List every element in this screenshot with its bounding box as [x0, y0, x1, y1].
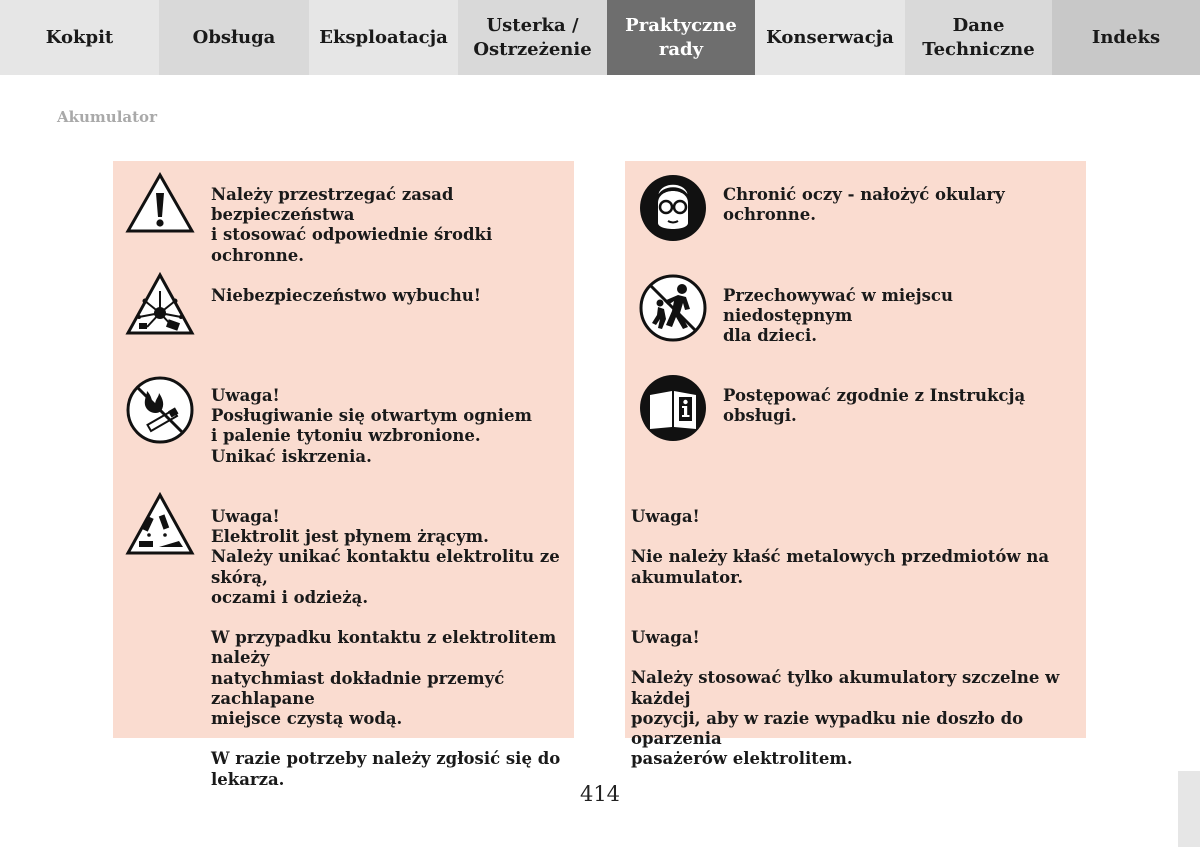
read-manual-icon [638, 373, 708, 443]
explosion-icon [125, 271, 195, 341]
left-safety-panel [113, 161, 574, 789]
tab-praktyczne-rady[interactable]: Praktyczne rady [607, 0, 755, 75]
keep-away-children-icon [638, 273, 708, 343]
fire-warning-text: Uwaga! Posługiwanie się otwartym ogniem i palenie tytoniu wzbronione. Unikać iskrzenia. [211, 386, 533, 466]
manual-text: Postępować zgodnie z Instrukcją obsługi. [723, 386, 1026, 426]
warning-triangle-icon [125, 171, 195, 241]
no-fire-no-smoking-icon [125, 375, 195, 445]
warning-text: Należy przestrzegać zasad bezpieczeństwa i stosować odpowiednie środki ochronne. [211, 185, 493, 265]
sealed-battery-note: Uwaga! Należy stosować tylko akumulatory szczelne w każdej pozycji, aby w razie wypadku nie doszło do oparzenia pasażerów elektrolitem. [631, 628, 1060, 769]
metal-objects-note: Uwaga! Nie należy kłaść metalowych przedmiotów na akumulator. [631, 507, 1050, 587]
tab-eksploatacja[interactable]: Eksploatacja [309, 0, 458, 75]
tab-kokpit[interactable]: Kokpit [0, 0, 159, 75]
tab-dane-techniczne[interactable]: Dane Techniczne [905, 0, 1052, 75]
tab-usterka-ostrzezenie[interactable]: Usterka / Ostrzeżenie [458, 0, 607, 75]
right-safety-panel [625, 161, 1086, 769]
page-number: 414 [579, 782, 621, 806]
children-text: Przechowywać w miejscu niedostępnym dla dzieci. [723, 286, 953, 346]
eye-protection-icon [638, 173, 708, 243]
section-title: Akumulator [57, 108, 157, 126]
corrosive-icon [125, 491, 195, 561]
corrosive-text: Uwaga! Elektrolit jest płynem żrącym. Należy unikać kontaktu elektrolitu ze skórą, oczami i odzieżą. W przypadku kontaktu z elektrolitem należy natychmiast dokładnie przemyć zachlapane miejsce czystą wodą. W razie potrzeby należy zgłosić się do lekarza. [211, 507, 561, 789]
tab-obsluga[interactable]: Obsługa [159, 0, 309, 75]
explosion-text: Niebezpieczeństwo wybuchu! [211, 286, 481, 305]
eye-protection-text: Chronić oczy - nałożyć okulary ochronne. [723, 185, 1005, 225]
tab-konserwacja[interactable]: Konserwacja [755, 0, 905, 75]
page-edge-tab [1178, 771, 1200, 847]
chapter-nav [0, 0, 1200, 75]
tab-indeks[interactable]: Indeks [1052, 0, 1200, 75]
